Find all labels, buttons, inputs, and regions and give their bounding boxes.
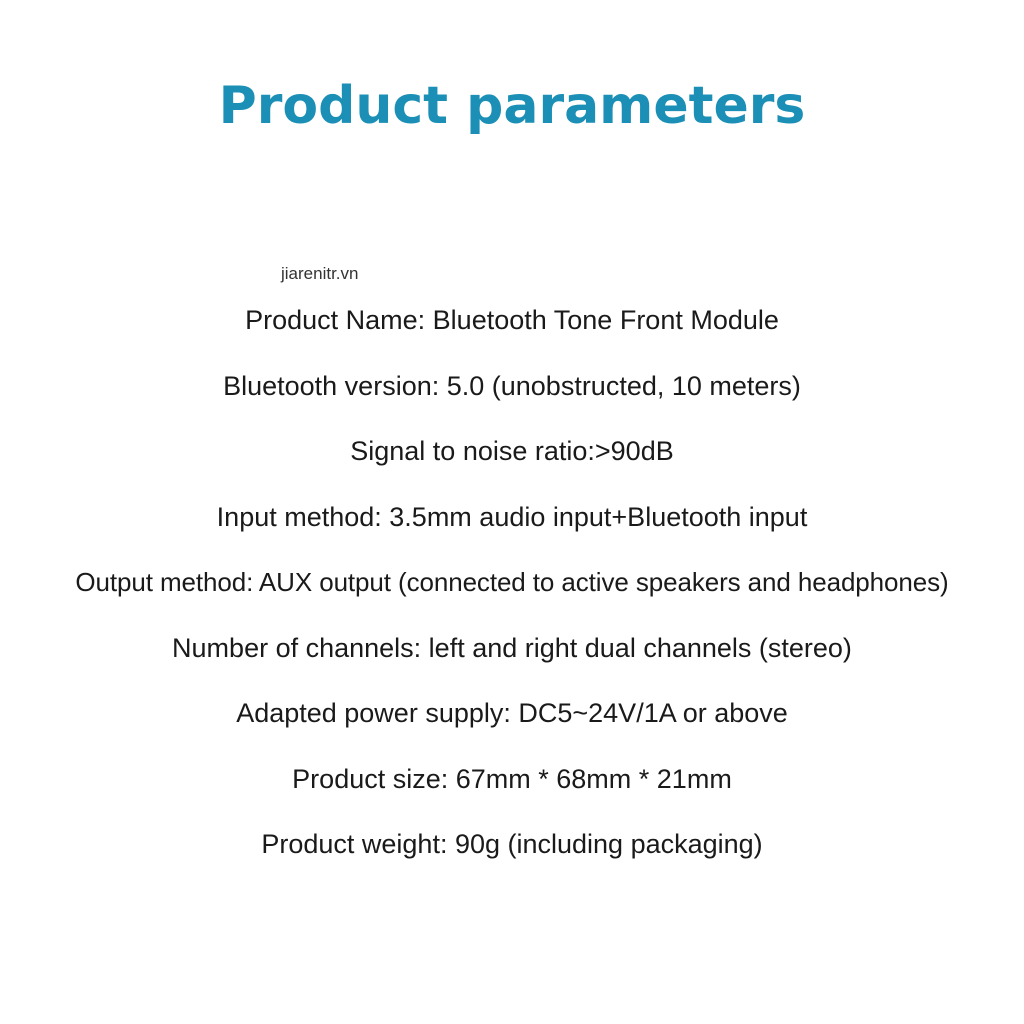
watermark-text: jiarenitr.vn	[281, 264, 359, 283]
param-product-size: Product size: 67mm * 68mm * 21mm	[292, 763, 732, 794]
param-bluetooth-version: Bluetooth version: 5.0 (unobstructed, 10 meters)	[223, 370, 801, 401]
page-title: Product parameters	[218, 76, 806, 136]
param-signal-to-noise: Signal to noise ratio:>90dB	[350, 436, 674, 466]
param-product-weight: Product weight: 90g (including packaging)	[261, 829, 763, 859]
parameter-list	[0, 296, 1024, 886]
param-product-name: Product Name: Bluetooth Tone Front Module	[245, 305, 779, 335]
param-power-supply: Adapted power supply: DC5~24V/1A or above	[236, 698, 788, 728]
param-input-method: Input method: 3.5mm audio input+Bluetooth input	[216, 501, 808, 532]
param-output-method: Output method: AUX output (connected to active speakers and headphones)	[75, 567, 949, 597]
param-number-of-channels: Number of channels: left and right dual channels (stereo)	[172, 632, 852, 663]
